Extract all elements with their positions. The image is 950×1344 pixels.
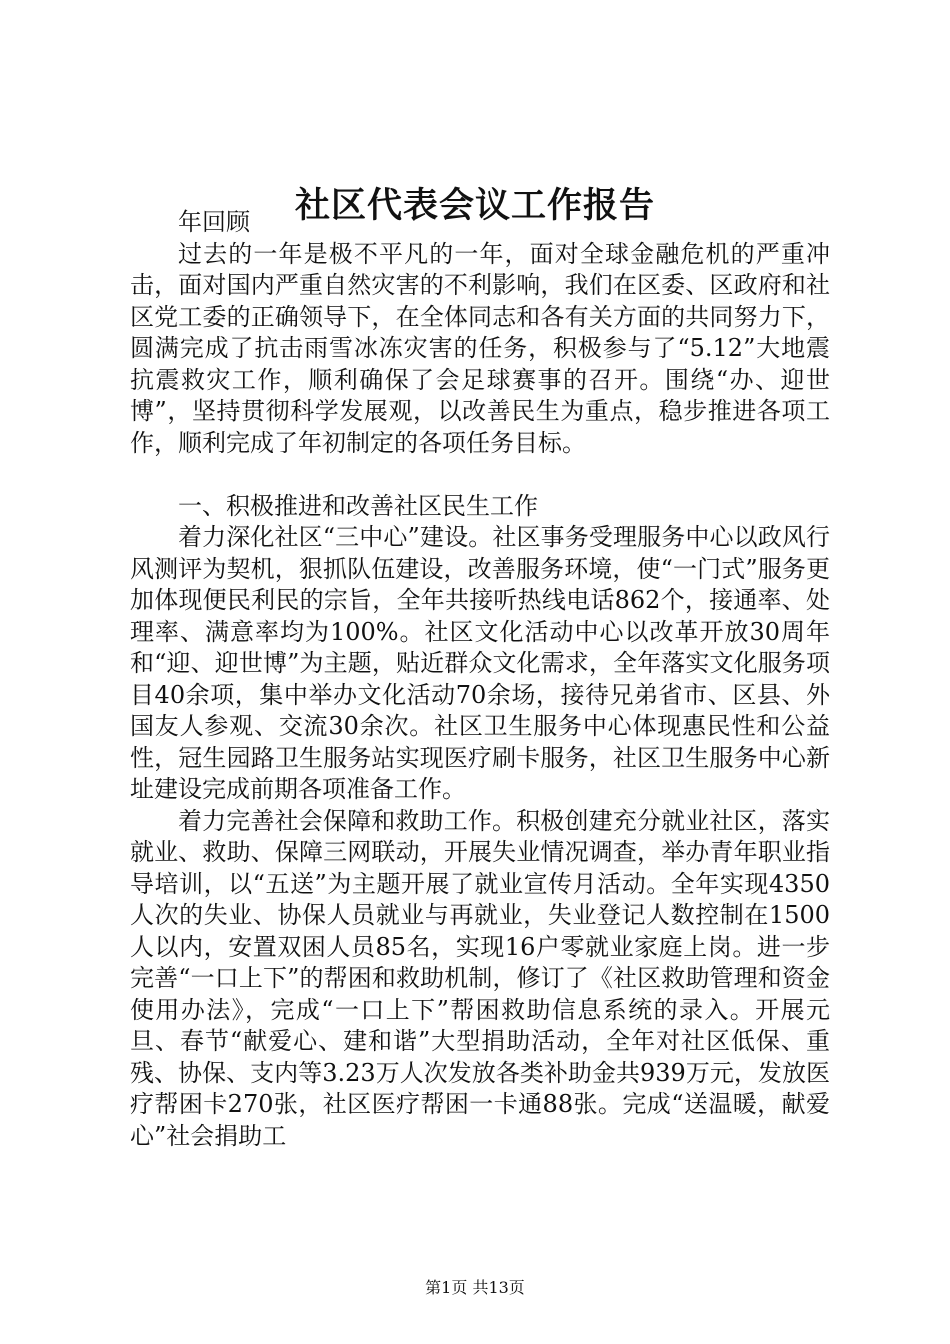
paragraph-community-centers: 着力深化社区“三中心”建设。社区事务受理服务中心以政风行风测评为契机，狠抓队伍建设，改善服务环境，使“一门式”服务更加体现便民利民的宗旨，全年共接听热线电话862个，接通率、处理率、满意率均为100%。社区文化活动中心以改革开放30周年和“迎、迎世博”为主题，贴近群众文化需求，全年落实文化服务项目40余项，集中举办文化活动70余场，接待兄弟省市、区县、外国友人参观、交流30余次。社区卫生服务中心体现惠民性和公益性，冠生园路卫生服务站实现医疗刷卡服务，社区卫生服务中心新址建设完成前期各项准备工作。 bbox=[130, 523, 830, 803]
paragraph-spacer bbox=[130, 459, 830, 491]
document-body bbox=[130, 207, 830, 1152]
section-review-heading: 年回顾 bbox=[178, 208, 250, 236]
page-footer: 第1页 共13页 bbox=[425, 1278, 525, 1297]
section-one-heading: 一、积极推进和改善社区民生工作 bbox=[178, 491, 538, 520]
document-title: 社区代表会议工作报告 bbox=[294, 185, 655, 226]
paragraph-social-security: 着力完善社会保障和救助工作。积极创建充分就业社区，落实就业、救助、保障三网联动，开展失业情况调查，举办青年职业指导培训，以“五送”为主题开展了就业宣传月活动。全年实现4350人次的失业、协保人员就业与再就业，失业登记人数控制在1500人以内，安置双困人员85名，实现16户零就业家庭上岗。进一步完善“一口上下”的帮困和救助机制，修订了《社区救助管理和资金使用办法》，完成“一口上下”帮困救助信息系统的录入。开展元旦、春节“献爱心、建和谐”大型捐助活动，全年对社区低保、重残、协保、支内等3.23万人次发放各类补助金共939万元，发放医疗帮困卡270张，社区医疗帮困一卡通88张。完成“送温暖，献爱心”社会捐助工 bbox=[130, 806, 830, 1150]
intro-paragraph: 过去的一年是极不平凡的一年，面对全球金融危机的严重冲击，面对国内严重自然灾害的不利影响，我们在区委、区政府和社区党工委的正确领导下，在全体同志和各有关方面的共同努力下，圆满完成了抗击雨雪冰冻灾害的任务，积极参与了“5.12”大地震抗震救灾工作，顺利确保了会足球赛事的召开。围绕“办、迎世博”，坚持贯彻科学发展观，以改善民生为重点，稳步推进各项工作，顺利完成了年初制定的各项任务目标。 bbox=[130, 239, 830, 457]
